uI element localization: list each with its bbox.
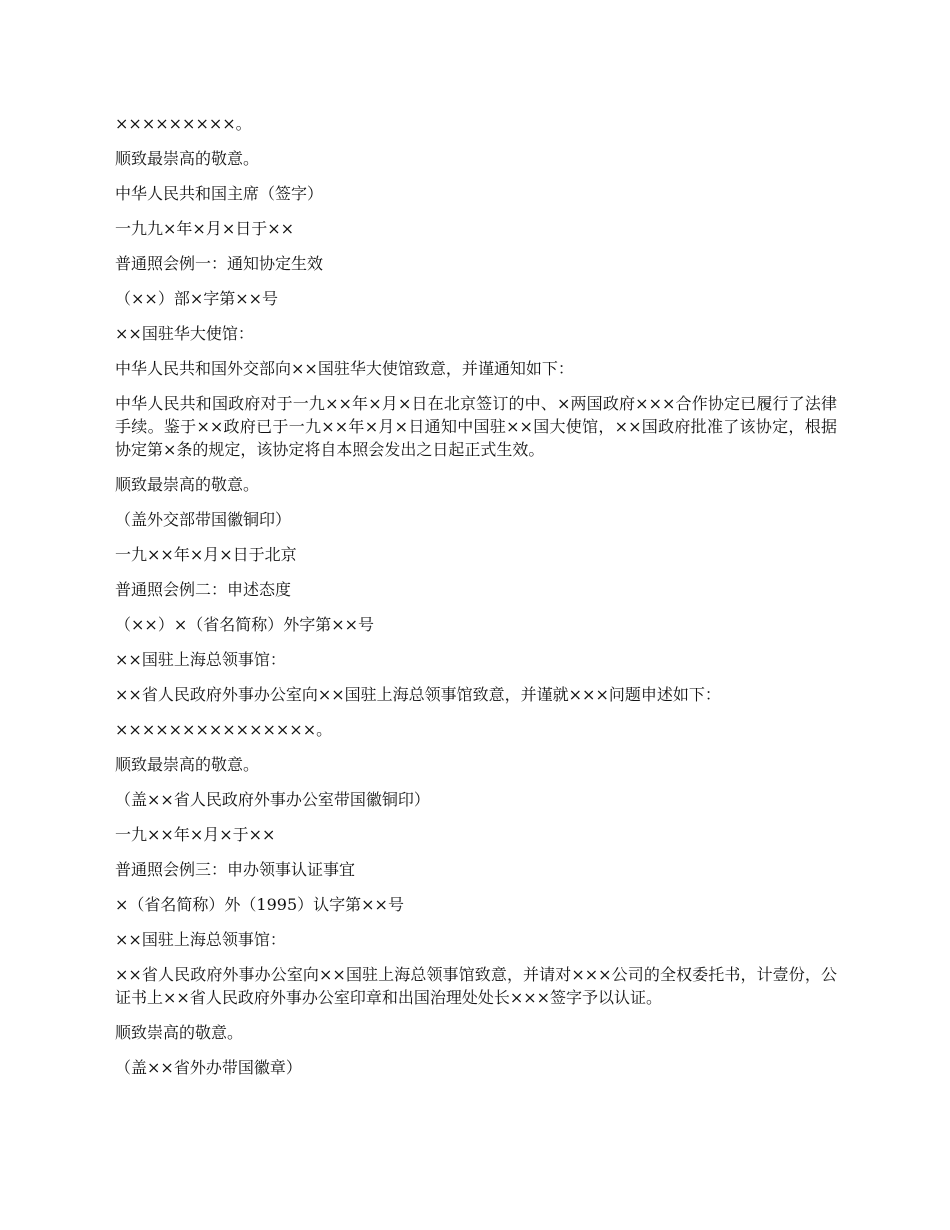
paragraph: 顺致崇高的敬意。 bbox=[115, 1023, 244, 1042]
paragraph: 一九九×年×月×日于×× bbox=[115, 219, 295, 238]
paragraph: ××国驻上海总领事馆： bbox=[115, 650, 286, 669]
paragraph: 顺致最崇高的敬意。 bbox=[115, 755, 260, 774]
paragraph: （××）×（省名简称）外字第××号 bbox=[115, 615, 375, 634]
paragraph: 一九××年×月×于×× bbox=[115, 825, 276, 844]
paragraph: ××省人民政府外事办公室向××国驻上海总领事馆致意，并谨就×××问题申述如下： bbox=[115, 685, 721, 704]
paragraph: 中华人民共和国政府对于一九××年×月×日在北京签订的中、×两国政府×××合作协定已履行了法律手续。鉴于××政府已于一九××年×月×日通知中国驻××国大使馆，××国政府批准了该协定，根据协定第×条的规定，该协定将自本照会发出之日起正式生效。 bbox=[115, 394, 837, 459]
paragraph: （盖外交部带国徽铜印） bbox=[115, 510, 292, 529]
paragraph: ×××××××××××××××。 bbox=[115, 720, 333, 739]
paragraph: （××）部×字第××号 bbox=[115, 289, 279, 308]
paragraph: （盖××省人民政府外事办公室带国徽铜印） bbox=[115, 790, 430, 809]
paragraph: ×（省名简称）外（1995）认字第××号 bbox=[115, 895, 404, 914]
paragraph: （盖××省外办带国徽章） bbox=[115, 1058, 302, 1077]
paragraph: ××省人民政府外事办公室向××国驻上海总领事馆致意，并请对×××公司的全权委托书，计壹份，公证书上××省人民政府外事办公室印章和出国治理处处长×××签字予以认证。 bbox=[115, 965, 837, 1007]
paragraph: 顺致最崇高的敬意。 bbox=[115, 475, 260, 494]
section-heading: 普通照会例一：通知协定生效 bbox=[115, 254, 324, 273]
paragraph: 顺致最崇高的敬意。 bbox=[115, 149, 260, 168]
paragraph: ××国驻上海总领事馆： bbox=[115, 930, 286, 949]
paragraph: 一九××年×月×日于北京 bbox=[115, 545, 297, 564]
paragraph: ××国驻华大使馆： bbox=[115, 324, 254, 343]
paragraph: 中华人民共和国外交部向××国驻华大使馆致意，并谨通知如下： bbox=[115, 359, 574, 378]
document-body bbox=[115, 112, 837, 1091]
section-heading: 普通照会例三：申办领事认证事宜 bbox=[115, 860, 356, 879]
section-heading: 普通照会例二：申述态度 bbox=[115, 580, 292, 599]
paragraph: 中华人民共和国主席（签字） bbox=[115, 184, 324, 203]
paragraph: ×××××××××。 bbox=[115, 114, 252, 133]
